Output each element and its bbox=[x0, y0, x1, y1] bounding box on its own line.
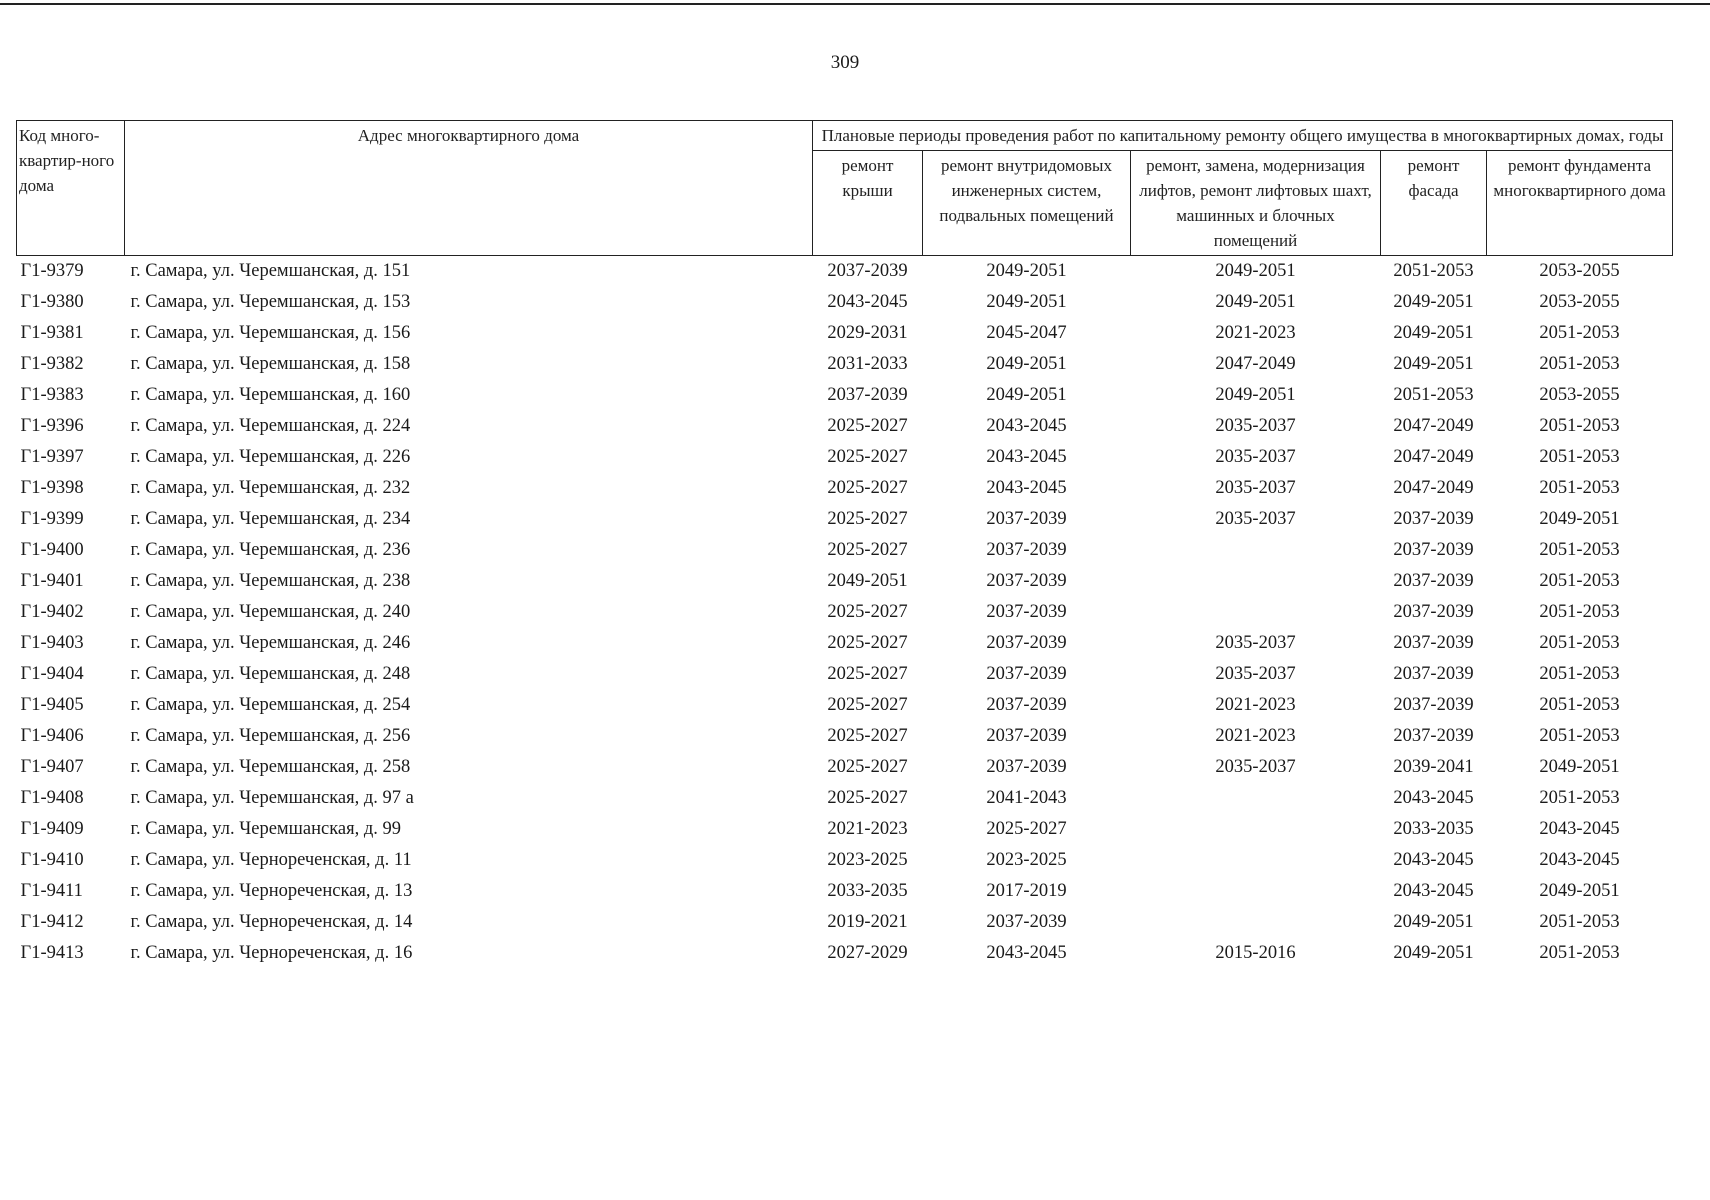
cell-address: г. Самара, ул. Черемшанская, д. 258 bbox=[130, 757, 411, 777]
cell-systems: 2037-2039 bbox=[986, 664, 1067, 684]
cell-address: г. Самара, ул. Черемшанская, д. 99 bbox=[130, 819, 402, 839]
table-row bbox=[17, 597, 1673, 628]
table-row bbox=[17, 318, 1673, 349]
table-row bbox=[17, 876, 1673, 907]
cell-roof: 2025-2027 bbox=[827, 726, 908, 746]
table-row bbox=[17, 783, 1673, 814]
header-lifts: ремонт, замена, модернизация лифтов, ремонт лифтовых шахт, машинных и блочных помещений bbox=[1131, 151, 1381, 256]
cell-address: г. Самара, ул. Черемшанская, д. 158 bbox=[130, 354, 411, 374]
cell-address: г. Самара, ул. Черемшанская, д. 160 bbox=[130, 385, 411, 405]
cell-lifts bbox=[1131, 876, 1381, 907]
cell-lifts: 2015-2016 bbox=[1215, 943, 1296, 963]
cell-lifts: 2035-2037 bbox=[1215, 478, 1296, 498]
cell-facade: 2033-2035 bbox=[1393, 819, 1474, 839]
cell-facade: 2049-2051 bbox=[1393, 354, 1474, 374]
cell-roof: 2023-2025 bbox=[827, 850, 908, 870]
cell-systems: 2037-2039 bbox=[986, 912, 1067, 932]
header-address: Адрес многоквартирного дома bbox=[125, 121, 813, 256]
cell-lifts: 2021-2023 bbox=[1215, 323, 1296, 343]
cell-code: Г1-9381 bbox=[20, 323, 84, 343]
cell-roof: 2025-2027 bbox=[827, 757, 908, 777]
cell-lifts: 2035-2037 bbox=[1215, 509, 1296, 529]
cell-systems: 2023-2025 bbox=[986, 850, 1067, 870]
cell-roof: 2025-2027 bbox=[827, 416, 908, 436]
cell-lifts: 2049-2051 bbox=[1215, 385, 1296, 405]
cell-foundation: 2051-2053 bbox=[1539, 912, 1620, 932]
cell-code: Г1-9406 bbox=[20, 726, 84, 746]
header-roof: ремонт крыши bbox=[813, 151, 923, 256]
cell-lifts: 2035-2037 bbox=[1215, 416, 1296, 436]
cell-systems: 2037-2039 bbox=[986, 757, 1067, 777]
cell-systems: 2043-2045 bbox=[986, 416, 1067, 436]
table-row bbox=[17, 535, 1673, 566]
table-row bbox=[17, 752, 1673, 783]
cell-facade: 2051-2053 bbox=[1393, 385, 1474, 405]
cell-address: г. Самара, ул. Черемшанская, д. 153 bbox=[130, 292, 411, 312]
table-row bbox=[17, 659, 1673, 690]
cell-address: г. Самара, ул. Черемшанская, д. 156 bbox=[130, 323, 411, 343]
cell-systems: 2049-2051 bbox=[986, 385, 1067, 405]
table-row bbox=[17, 628, 1673, 659]
cell-facade: 2037-2039 bbox=[1393, 695, 1474, 715]
cell-code: Г1-9411 bbox=[20, 881, 83, 901]
table-row bbox=[17, 473, 1673, 504]
cell-facade: 2049-2051 bbox=[1393, 912, 1474, 932]
cell-foundation: 2051-2053 bbox=[1539, 726, 1620, 746]
cell-systems: 2037-2039 bbox=[986, 509, 1067, 529]
header-code: Код много-квартир-ного дома bbox=[17, 121, 125, 256]
cell-code: Г1-9413 bbox=[20, 943, 84, 963]
table-row bbox=[17, 690, 1673, 721]
cell-facade: 2049-2051 bbox=[1393, 323, 1474, 343]
cell-lifts bbox=[1131, 783, 1381, 814]
table-body bbox=[17, 256, 1673, 970]
cell-code: Г1-9407 bbox=[20, 757, 84, 777]
cell-code: Г1-9397 bbox=[20, 447, 84, 467]
cell-systems: 2037-2039 bbox=[986, 633, 1067, 653]
cell-foundation: 2049-2051 bbox=[1539, 509, 1620, 529]
cell-facade: 2049-2051 bbox=[1393, 943, 1474, 963]
cell-lifts: 2035-2037 bbox=[1215, 633, 1296, 653]
cell-roof: 2049-2051 bbox=[827, 571, 908, 591]
cell-foundation: 2053-2055 bbox=[1539, 385, 1620, 405]
cell-foundation: 2051-2053 bbox=[1539, 943, 1620, 963]
cell-address: г. Самара, ул. Черемшанская, д. 234 bbox=[130, 509, 411, 529]
cell-roof: 2037-2039 bbox=[827, 385, 908, 405]
cell-address: г. Самара, ул. Черемшанская, д. 236 bbox=[130, 540, 411, 560]
cell-address: г. Самара, ул. Черемшанская, д. 151 bbox=[130, 261, 411, 281]
cell-lifts bbox=[1131, 907, 1381, 938]
table-row bbox=[17, 907, 1673, 938]
table-row bbox=[17, 349, 1673, 380]
cell-foundation: 2051-2053 bbox=[1539, 633, 1620, 653]
cell-lifts: 2049-2051 bbox=[1215, 261, 1296, 281]
cell-foundation: 2053-2055 bbox=[1539, 292, 1620, 312]
cell-facade: 2037-2039 bbox=[1393, 726, 1474, 746]
cell-roof: 2033-2035 bbox=[827, 881, 908, 901]
cell-foundation: 2051-2053 bbox=[1539, 354, 1620, 374]
cell-systems: 2043-2045 bbox=[986, 447, 1067, 467]
cell-systems: 2043-2045 bbox=[986, 943, 1067, 963]
header-planned-periods: Плановые периоды проведения работ по капитальному ремонту общего имущества в многоквартирных домах, годы bbox=[813, 121, 1673, 151]
header-facade: ремонт фасада bbox=[1381, 151, 1487, 256]
cell-facade: 2037-2039 bbox=[1393, 509, 1474, 529]
cell-address: г. Самара, ул. Чернореченская, д. 13 bbox=[130, 881, 413, 901]
cell-code: Г1-9408 bbox=[20, 788, 84, 808]
cell-facade: 2043-2045 bbox=[1393, 881, 1474, 901]
cell-systems: 2037-2039 bbox=[986, 602, 1067, 622]
cell-foundation: 2043-2045 bbox=[1539, 850, 1620, 870]
cell-code: Г1-9401 bbox=[20, 571, 84, 591]
cell-systems: 2037-2039 bbox=[986, 695, 1067, 715]
page-number: 309 bbox=[830, 52, 860, 73]
cell-facade: 2037-2039 bbox=[1393, 571, 1474, 591]
cell-address: г. Самара, ул. Черемшанская, д. 246 bbox=[130, 633, 411, 653]
cell-systems: 2025-2027 bbox=[986, 819, 1067, 839]
cell-lifts: 2047-2049 bbox=[1215, 354, 1296, 374]
cell-lifts bbox=[1131, 566, 1381, 597]
table-row bbox=[17, 845, 1673, 876]
cell-roof: 2025-2027 bbox=[827, 695, 908, 715]
cell-facade: 2049-2051 bbox=[1393, 292, 1474, 312]
schedule-sheet bbox=[16, 120, 1672, 969]
cell-foundation: 2051-2053 bbox=[1539, 478, 1620, 498]
cell-foundation: 2049-2051 bbox=[1539, 757, 1620, 777]
cell-roof: 2031-2033 bbox=[827, 354, 908, 374]
cell-code: Г1-9404 bbox=[20, 664, 84, 684]
cell-code: Г1-9405 bbox=[20, 695, 84, 715]
cell-foundation: 2049-2051 bbox=[1539, 881, 1620, 901]
header-systems: ремонт внутридомовых инженерных систем, подвальных помещений bbox=[923, 151, 1131, 256]
cell-lifts bbox=[1131, 814, 1381, 845]
cell-code: Г1-9403 bbox=[20, 633, 84, 653]
cell-roof: 2037-2039 bbox=[827, 261, 908, 281]
cell-roof: 2025-2027 bbox=[827, 509, 908, 529]
cell-facade: 2047-2049 bbox=[1393, 478, 1474, 498]
cell-lifts: 2035-2037 bbox=[1215, 664, 1296, 684]
table-row bbox=[17, 504, 1673, 535]
cell-address: г. Самара, ул. Черемшанская, д. 248 bbox=[130, 664, 411, 684]
cell-roof: 2021-2023 bbox=[827, 819, 908, 839]
header-foundation: ремонт фундамента многоквартирного дома bbox=[1487, 151, 1673, 256]
cell-foundation: 2043-2045 bbox=[1539, 819, 1620, 839]
cell-code: Г1-9399 bbox=[20, 509, 84, 529]
cell-roof: 2025-2027 bbox=[827, 664, 908, 684]
cell-roof: 2025-2027 bbox=[827, 788, 908, 808]
table-row bbox=[17, 566, 1673, 597]
table-row bbox=[17, 814, 1673, 845]
cell-address: г. Самара, ул. Чернореченская, д. 11 bbox=[130, 850, 412, 870]
cell-systems: 2049-2051 bbox=[986, 292, 1067, 312]
cell-systems: 2037-2039 bbox=[986, 726, 1067, 746]
cell-systems: 2049-2051 bbox=[986, 354, 1067, 374]
cell-lifts: 2049-2051 bbox=[1215, 292, 1296, 312]
cell-facade: 2037-2039 bbox=[1393, 664, 1474, 684]
cell-code: Г1-9396 bbox=[20, 416, 84, 436]
cell-lifts: 2021-2023 bbox=[1215, 695, 1296, 715]
cell-systems: 2049-2051 bbox=[986, 261, 1067, 281]
cell-facade: 2043-2045 bbox=[1393, 788, 1474, 808]
cell-lifts: 2035-2037 bbox=[1215, 757, 1296, 777]
cell-code: Г1-9402 bbox=[20, 602, 84, 622]
cell-foundation: 2051-2053 bbox=[1539, 788, 1620, 808]
cell-foundation: 2051-2053 bbox=[1539, 571, 1620, 591]
cell-code: Г1-9379 bbox=[20, 261, 84, 281]
cell-facade: 2043-2045 bbox=[1393, 850, 1474, 870]
cell-roof: 2019-2021 bbox=[827, 912, 908, 932]
cell-code: Г1-9383 bbox=[20, 385, 84, 405]
cell-roof: 2025-2027 bbox=[827, 478, 908, 498]
top-rule bbox=[0, 3, 1710, 5]
table-row bbox=[17, 287, 1673, 318]
cell-roof: 2025-2027 bbox=[827, 602, 908, 622]
cell-foundation: 2051-2053 bbox=[1539, 323, 1620, 343]
cell-roof: 2025-2027 bbox=[827, 633, 908, 653]
cell-foundation: 2051-2053 bbox=[1539, 447, 1620, 467]
cell-systems: 2045-2047 bbox=[986, 323, 1067, 343]
cell-facade: 2037-2039 bbox=[1393, 633, 1474, 653]
cell-systems: 2041-2043 bbox=[986, 788, 1067, 808]
cell-lifts bbox=[1131, 597, 1381, 628]
cell-facade: 2047-2049 bbox=[1393, 447, 1474, 467]
cell-facade: 2047-2049 bbox=[1393, 416, 1474, 436]
table-row bbox=[17, 411, 1673, 442]
cell-address: г. Самара, ул. Черемшанская, д. 226 bbox=[130, 447, 411, 467]
cell-facade: 2039-2041 bbox=[1393, 757, 1474, 777]
cell-address: г. Самара, ул. Черемшанская, д. 256 bbox=[130, 726, 411, 746]
cell-lifts: 2021-2023 bbox=[1215, 726, 1296, 746]
cell-foundation: 2051-2053 bbox=[1539, 416, 1620, 436]
cell-systems: 2017-2019 bbox=[986, 881, 1067, 901]
cell-lifts: 2035-2037 bbox=[1215, 447, 1296, 467]
cell-address: г. Самара, ул. Черемшанская, д. 254 bbox=[130, 695, 411, 715]
repair-schedule-table bbox=[16, 120, 1673, 969]
table-row bbox=[17, 256, 1673, 288]
cell-roof: 2025-2027 bbox=[827, 447, 908, 467]
cell-systems: 2037-2039 bbox=[986, 571, 1067, 591]
cell-facade: 2037-2039 bbox=[1393, 602, 1474, 622]
cell-foundation: 2053-2055 bbox=[1539, 261, 1620, 281]
cell-code: Г1-9380 bbox=[20, 292, 84, 312]
cell-address: г. Самара, ул. Черемшанская, д. 240 bbox=[130, 602, 411, 622]
cell-address: г. Самара, ул. Черемшанская, д. 238 bbox=[130, 571, 411, 591]
table-row bbox=[17, 442, 1673, 473]
cell-facade: 2051-2053 bbox=[1393, 261, 1474, 281]
cell-address: г. Самара, ул. Черемшанская, д. 97 а bbox=[130, 788, 414, 808]
cell-code: Г1-9398 bbox=[20, 478, 84, 498]
table-row bbox=[17, 380, 1673, 411]
cell-code: Г1-9382 bbox=[20, 354, 84, 374]
cell-systems: 2037-2039 bbox=[986, 540, 1067, 560]
cell-address: г. Самара, ул. Чернореченская, д. 14 bbox=[130, 912, 413, 932]
cell-roof: 2025-2027 bbox=[827, 540, 908, 560]
cell-foundation: 2051-2053 bbox=[1539, 540, 1620, 560]
cell-code: Г1-9409 bbox=[20, 819, 84, 839]
cell-foundation: 2051-2053 bbox=[1539, 664, 1620, 684]
cell-roof: 2027-2029 bbox=[827, 943, 908, 963]
table-row bbox=[17, 938, 1673, 969]
cell-roof: 2043-2045 bbox=[827, 292, 908, 312]
cell-facade: 2037-2039 bbox=[1393, 540, 1474, 560]
cell-foundation: 2051-2053 bbox=[1539, 602, 1620, 622]
cell-systems: 2043-2045 bbox=[986, 478, 1067, 498]
cell-address: г. Самара, ул. Черемшанская, д. 232 bbox=[130, 478, 411, 498]
cell-code: Г1-9412 bbox=[20, 912, 84, 932]
table-row bbox=[17, 721, 1673, 752]
table-header bbox=[17, 121, 1673, 256]
cell-code: Г1-9400 bbox=[20, 540, 84, 560]
cell-foundation: 2051-2053 bbox=[1539, 695, 1620, 715]
cell-address: г. Самара, ул. Черемшанская, д. 224 bbox=[130, 416, 411, 436]
cell-code: Г1-9410 bbox=[20, 850, 84, 870]
cell-lifts bbox=[1131, 845, 1381, 876]
cell-lifts bbox=[1131, 535, 1381, 566]
cell-roof: 2029-2031 bbox=[827, 323, 908, 343]
cell-address: г. Самара, ул. Чернореченская, д. 16 bbox=[130, 943, 413, 963]
